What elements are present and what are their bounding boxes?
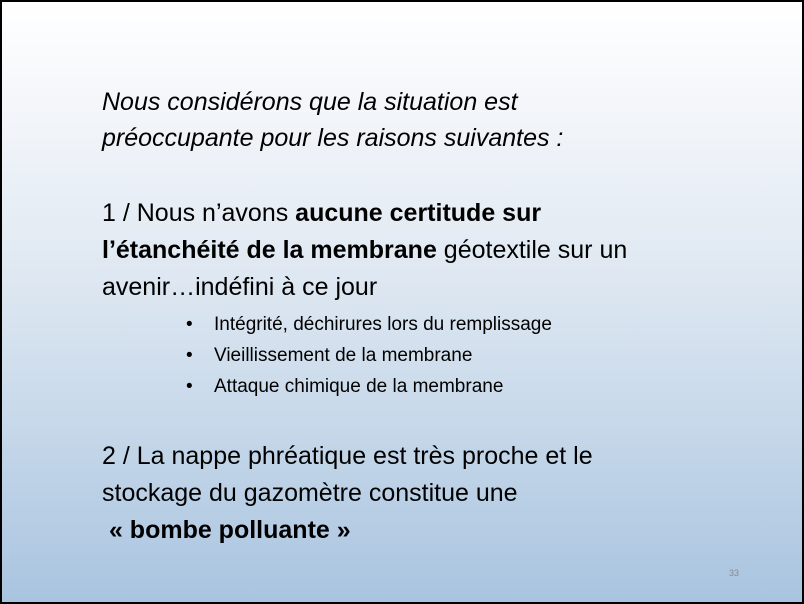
- bullet-dot-icon: •: [186, 376, 193, 397]
- point-2-line-3: « bombe polluante »: [102, 516, 351, 544]
- intro-line-2: préoccupante pour les raisons suivantes :: [102, 124, 564, 152]
- bullet-text: Intégrité, déchirures lors du remplissage: [214, 314, 552, 335]
- bullet-dot-icon: •: [186, 314, 193, 335]
- bullet-dot-icon: •: [186, 345, 193, 366]
- bullet-list: [186, 309, 552, 402]
- point-1: [102, 195, 742, 306]
- bullet-text: Attaque chimique de la membrane: [214, 376, 504, 397]
- bullet-item-aging: [186, 340, 552, 371]
- point-2-line-2: stockage du gazomètre constitue une: [102, 479, 518, 507]
- bullet-item-integrity: [186, 309, 552, 340]
- page-number: 33: [729, 568, 740, 578]
- point-1-line-2: [102, 232, 742, 269]
- point-1-line-3: avenir…indéfini à ce jour: [102, 273, 378, 301]
- point-2: [102, 438, 742, 549]
- bullet-text: Vieillissement de la membrane: [214, 345, 473, 366]
- point-1-bold-2: l’étanchéité de la membrane: [102, 236, 437, 264]
- point-2-line-1: 2 / La nappe phréatique est très proche et le: [102, 442, 593, 470]
- intro-line-1: Nous considérons que la situation est: [102, 88, 518, 116]
- point-1-line-1: [102, 195, 742, 232]
- point-1-prefix: 1 / Nous n’avons: [102, 199, 296, 227]
- bullet-item-chemical: [186, 371, 552, 402]
- intro-text: [102, 84, 742, 156]
- point-1-suffix: géotextile sur un: [436, 236, 628, 264]
- point-1-bold-1: aucune certitude sur: [295, 199, 542, 227]
